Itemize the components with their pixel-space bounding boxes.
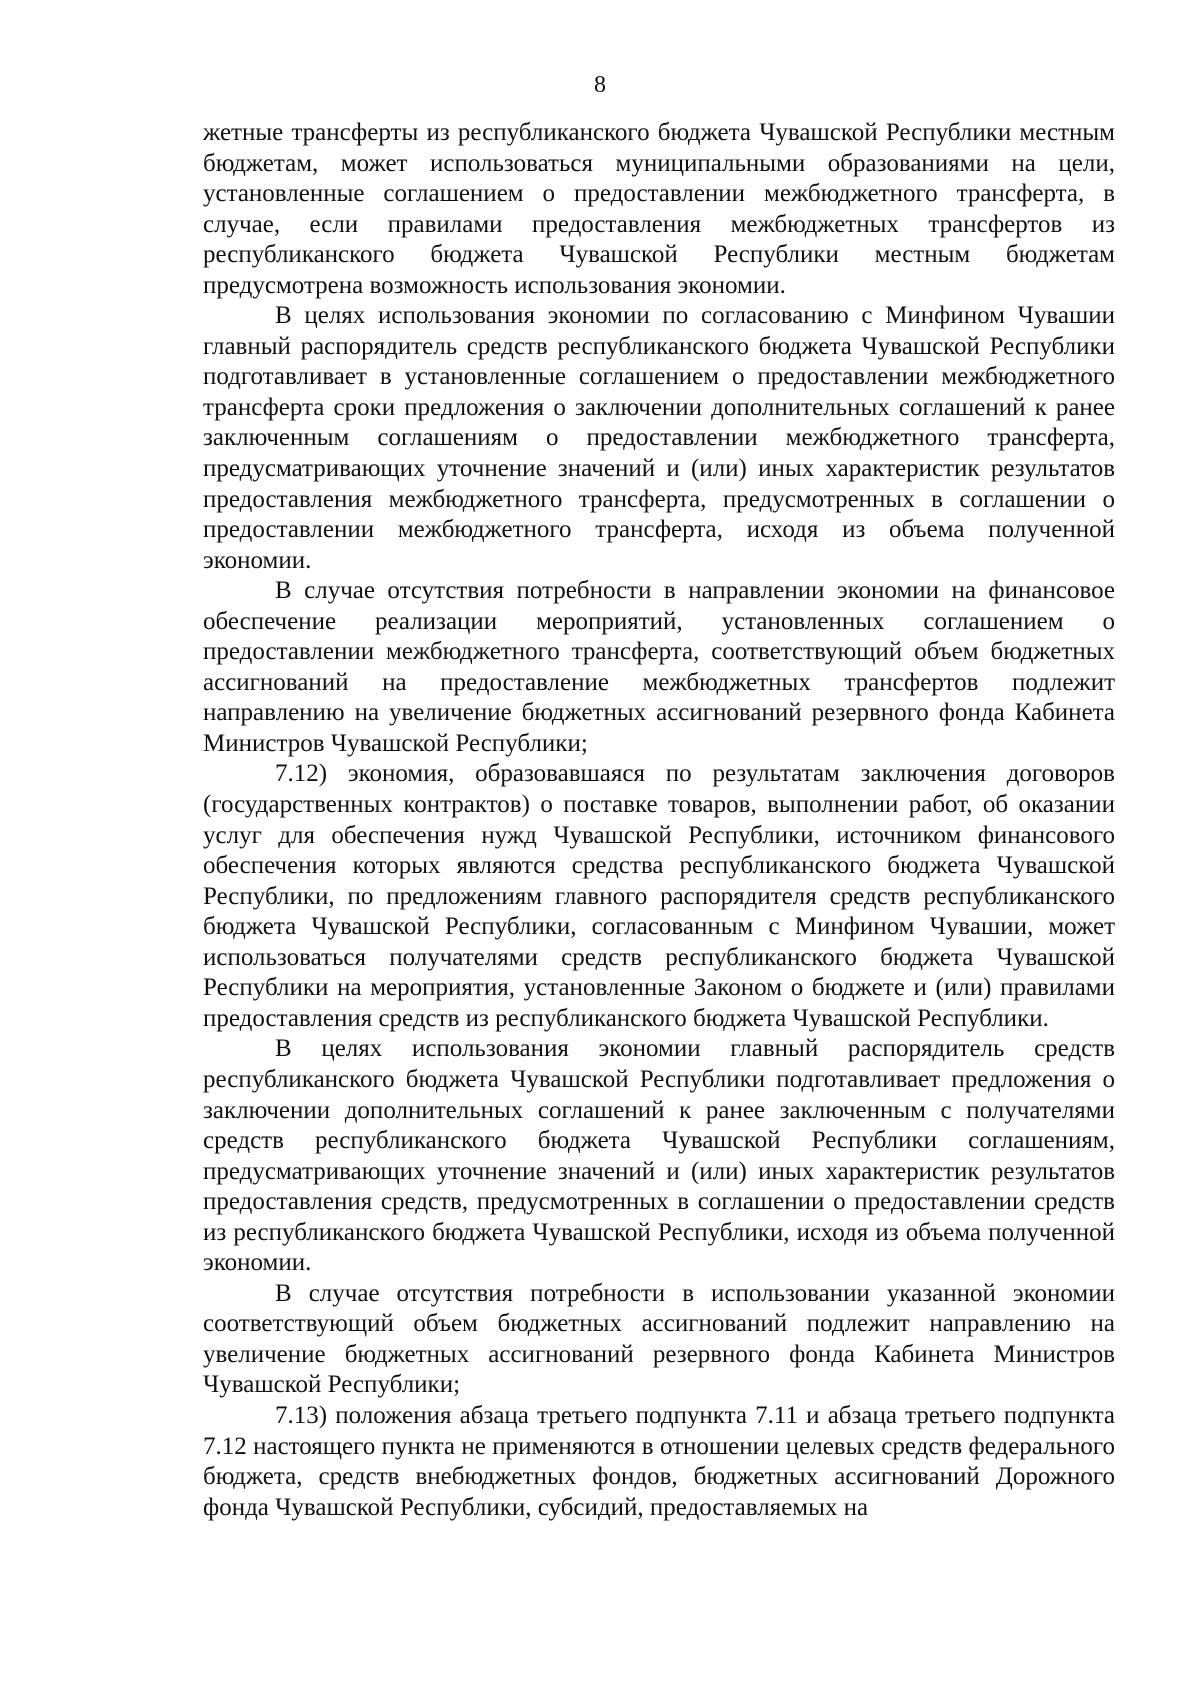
- paragraph-5: В целях использования экономии главный распорядитель средств республиканского бюджета Чувашской Республики подготавливает предложения о заключении дополнительных соглашений к ранее заключенным с получателями средств республиканского бюджета Чувашской Республики соглашениям, предусматривающих уточнение значений и (или) иных характеристик результатов предоставления средств, предусмотренных в соглашении о предоставлении средств из республиканского бюджета Чувашской Республики, исходя из объема полученной экономии.: [203, 1035, 1115, 1277]
- paragraph-3: В случае отсутствия потребности в направлении экономии на финансовое обеспечение реализации мероприятий, установленных соглашением о предоставлении межбюджетного трансферта, соответствующий объем бюджетных ассигнований на предоставление межбюджетных трансфертов подлежит направлению на увеличение бюджетных ассигнований резервного фонда Кабинета Министров Чувашской Республики;: [203, 577, 1115, 757]
- paragraph-7: 7.13) положения абзаца третьего подпункта 7.11 и абзаца третьего подпункта 7.12 настоящего пункта не применяются в отношении целевых средств федерального бюджета, средств внебюджетных фондов, бюджетных ассигнований Дорожного фонда Чувашской Республики, субсидий, предоставляемых на: [203, 1401, 1115, 1521]
- document-body: [203, 118, 1115, 1523]
- page-number: 8: [594, 72, 606, 98]
- paragraph-2: В целях использования экономии по согласованию с Минфином Чувашии главный распорядитель средств республиканского бюджета Чувашской Республики подготавливает в установленные соглашением о предоставлении межбюджетного трансферта сроки предложения о заключении дополнительных соглашений к ранее заключенным соглашениям о предоставлении межбюджетного трансферта, предусматривающих уточнение значений и (или) иных характеристик результатов предоставления межбюджетного трансферта, предусмотренных в соглашении о предоставлении межбюджетного трансферта, исходя из объема полученной экономии.: [203, 302, 1115, 574]
- paragraph-4: 7.12) экономия, образовавшаяся по результатам заключения договоров (государственных контрактов) о поставке товаров, выполнении работ, об оказании услуг для обеспечения нужд Чувашской Республики, источником финансового обеспечения которых являются средства республиканского бюджета Чувашской Республики, по предложениям главного распорядителя средств республиканского бюджета Чувашской Республики, согласованным с Минфином Чувашии, может использоваться получателями средств республиканского бюджета Чувашской Республики на мероприятия, установленные Законом о бюджете и (или) правилами предоставления средств из республиканского бюджета Чувашской Республики.: [203, 760, 1115, 1032]
- paragraph-6: В случае отсутствия потребности в использовании указанной экономии соответствующий объем бюджетных ассигнований подлежит направлению на увеличение бюджетных ассигнований резервного фонда Кабинета Министров Чувашской Республики;: [203, 1279, 1115, 1399]
- paragraph-1: жетные трансферты из республиканского бюджета Чувашской Республики местным бюджетам, может использоваться муниципальными образованиями на цели, установленные соглашением о предоставлении межбюджетного трансферта, в случае, если правилами предоставления межбюджетных трансфертов из республиканского бюджета Чувашской Республики местным бюджетам предусмотрена возможность использования экономии.: [203, 119, 1115, 299]
